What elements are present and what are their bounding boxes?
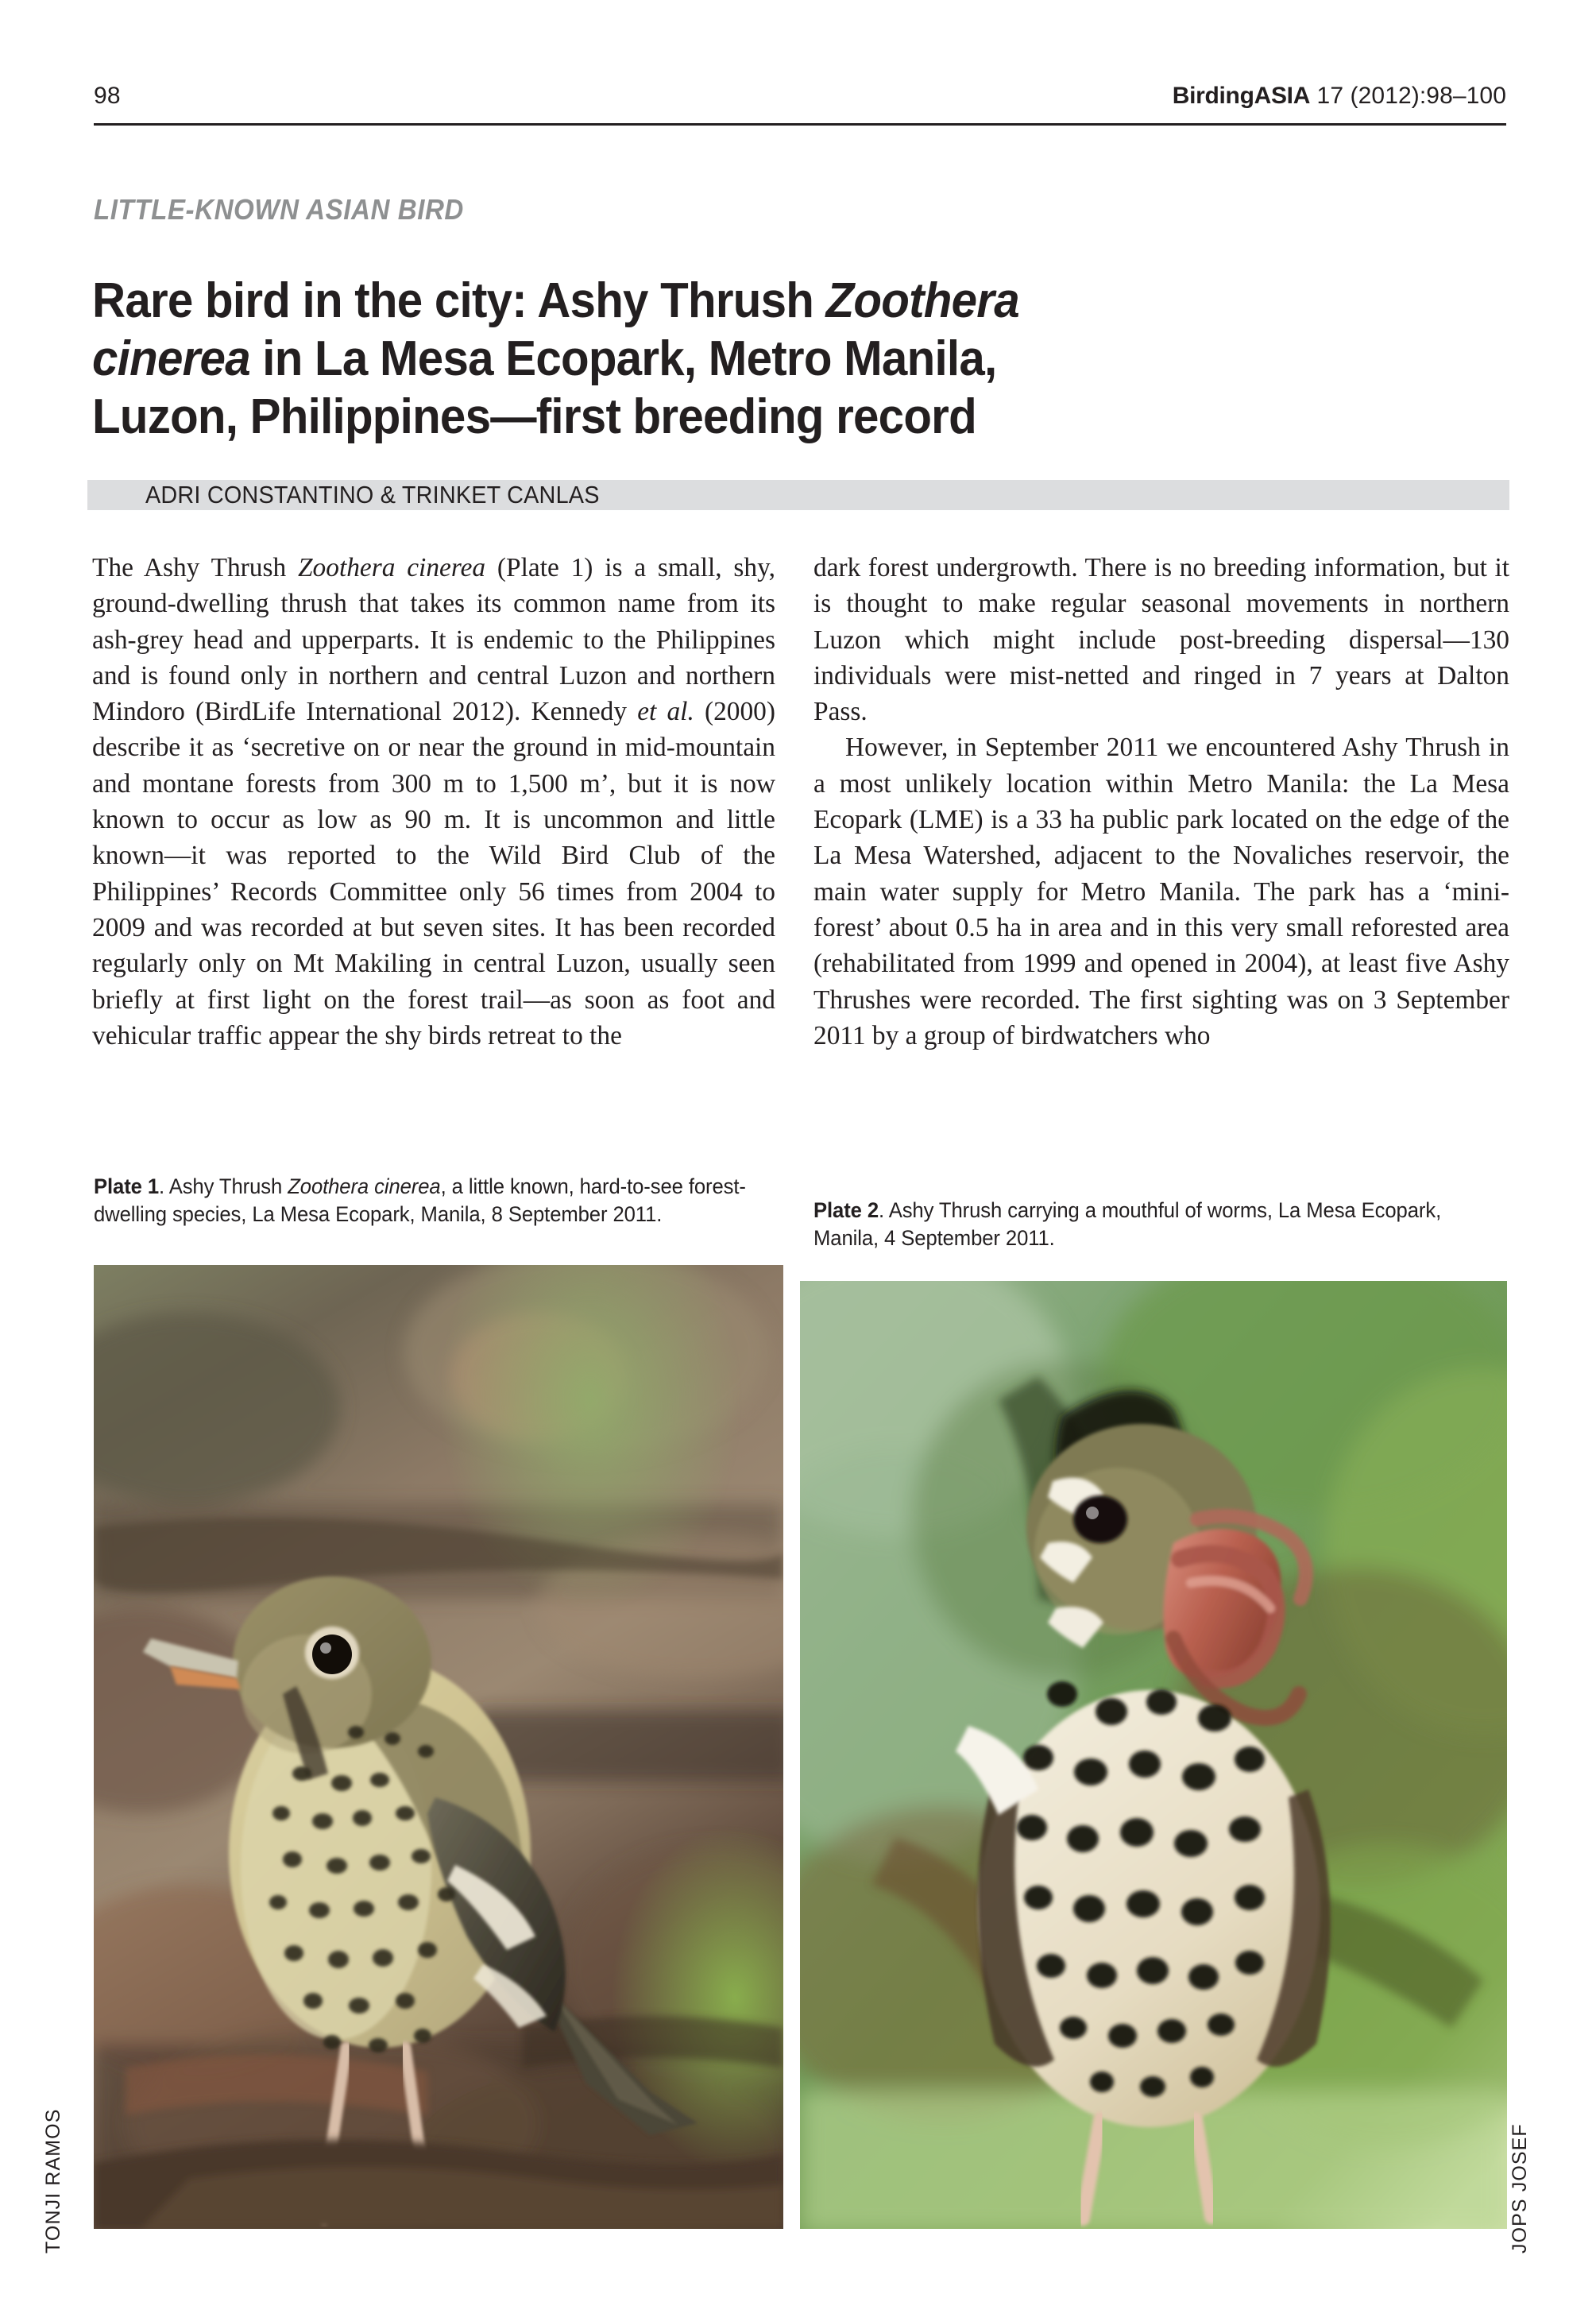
section-kicker: LITTLE-KNOWN ASIAN BIRD [94,193,464,226]
text-run: (2000) describe it as ‘secretive on or near the ground in mid-mountain and montane forests from 300 m to 1,500 m’, but it is now known to occur as low as 90 m. It is uncommon and little known—it was reported to the Wild Bird Club of the Philippines’ Records Committee only 56 times from 2004 to 2009 and was recorded at but seven sites. It has been recorded regularly only on Mt Makiling in central Luzon, usually seen briefly at first light on the forest trail—as soon as foot and vehicular traffic appear the shy birds retreat to the [92,697,775,1050]
journal-citation [1173,83,1506,110]
title-line2-text: in La Mesa Ecopark, Metro Manila, [249,331,997,386]
text-run: . Ashy Thrush carrying a mouthful of worms, La Mesa [879,1198,1356,1222]
plate-label: Plate 1 [94,1174,160,1198]
text-run: The Ashy Thrush [92,553,298,582]
scientific-name: Zoothera cinerea [288,1174,441,1198]
title-genus: Zoothera [825,273,1019,328]
paragraph: However, in September 2011 we encountered Ashy Thrush in a most unlikely location within Metro Manila: the La Mesa Ecopark (LME) is a 33 ha public park located on the edge of the La Mesa Watershed, adjacent to the Novaliches reservoir, the main water supply for Metro Manila. The park has a ‘mini-forest’ about 0.5 ha in area and in this very small reforested area (rehabilitated from 1999 and opened in 2004), at least five Ashy Thrushes were recorded. The first sighting was on 3 September 2011 by a group of birdwatchers who [813,733,1509,1050]
journal-name: BirdingASIA [1172,83,1311,109]
plate-1-photo [94,1265,783,2229]
text-run: . Ashy Thrush [159,1174,288,1198]
title-line3-text: Luzon, Philippines—first breeding record [92,389,976,444]
plate-2-credit: JOPS JOSEF [1509,2123,1531,2254]
page-title [92,272,1347,446]
title-species: cinerea [92,331,250,386]
running-head [94,83,1506,129]
citation-detail: 17 (2012):98–100 [1310,83,1506,109]
paragraph: dark forest undergrowth. There is no breeding information, but it is thought to make regular seasonal movements in northern Luzon which might include post-breeding dispersal—130 individuals were mist-netted and ringed in 7 years at Dalton Pass. [813,553,1509,727]
body-column-left [92,550,775,1054]
text-run: Ecopark, Manila, 4 September 2011. [813,1198,1442,1250]
plate-1-caption [94,1173,788,1228]
body-column-right [813,550,1509,1054]
scientific-name: Zoothera cinerea [297,553,486,582]
plate-2-caption [813,1197,1508,1252]
text-run: (Plate 1) is a small, shy, ground-dwelling thrush that takes its common name from its ash-grey head and upperparts. It is endemic to the Philippines and is found only in northern and central Luzon and northern Mindoro (BirdLife International 2012). Kennedy [92,553,775,727]
title-line1-text: Rare bird in the city: Ashy Thrush [92,273,826,328]
page-number: 98 [94,83,121,109]
et-al: et al. [637,697,694,727]
header-rule [94,123,1506,126]
authors-byline: ADRI CONSTANTINO & TRINKET CANLAS [145,481,600,509]
text-run: , a little known, hard-to-see forest-dwelling species, La Mesa Ecopark, Manila, 8 September 2011. [94,1174,746,1226]
plate-2-photo [800,1281,1507,2229]
plate-1-credit: TONJI RAMOS [42,2108,64,2254]
plate-label: Plate 2 [813,1198,879,1222]
paragraph [92,550,775,1054]
